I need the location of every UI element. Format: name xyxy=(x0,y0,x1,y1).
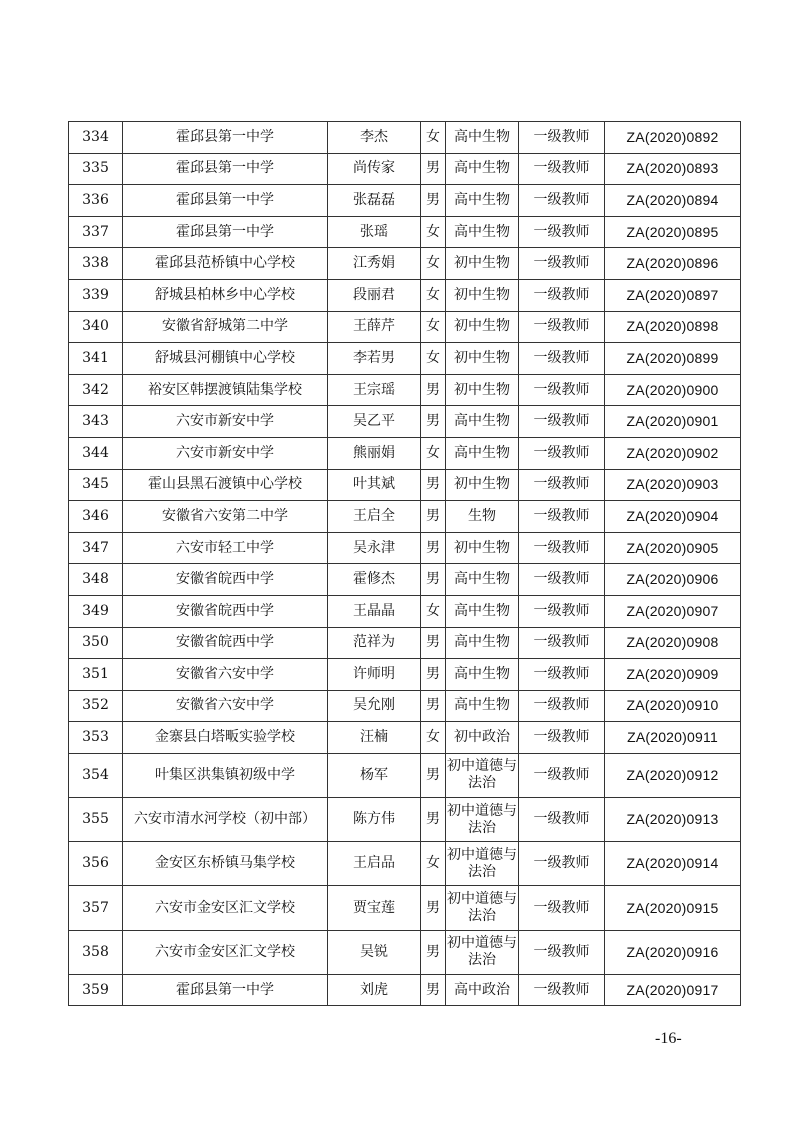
subject-cell: 初中道德与法治 xyxy=(446,886,519,930)
teacher-name-cell: 叶其斌 xyxy=(328,469,421,501)
subject-cell: 初中生物 xyxy=(446,311,519,343)
gender-cell: 男 xyxy=(421,564,446,596)
teacher-name-cell: 杨军 xyxy=(328,753,421,797)
row-number-cell: 353 xyxy=(69,722,123,754)
gender-cell: 男 xyxy=(421,406,446,438)
table-row xyxy=(69,690,741,722)
teacher-name-cell: 吴永津 xyxy=(328,532,421,564)
teacher-title-cell: 一级教师 xyxy=(519,798,605,842)
row-number-cell: 334 xyxy=(69,122,123,154)
subject-cell: 高中生物 xyxy=(446,406,519,438)
teacher-name-cell: 吴乙平 xyxy=(328,406,421,438)
certificate-code-cell: ZA(2020)0900 xyxy=(605,374,741,406)
subject-cell: 初中生物 xyxy=(446,374,519,406)
gender-cell: 男 xyxy=(421,798,446,842)
teacher-list-table xyxy=(68,121,741,1006)
row-number-cell: 352 xyxy=(69,690,123,722)
subject-cell: 初中生物 xyxy=(446,248,519,280)
table-row xyxy=(69,595,741,627)
school-cell: 霍邱县第一中学 xyxy=(123,122,328,154)
teacher-title-cell: 一级教师 xyxy=(519,343,605,375)
teacher-name-cell: 许师明 xyxy=(328,659,421,691)
teacher-title-cell: 一级教师 xyxy=(519,930,605,974)
teacher-name-cell: 张瑶 xyxy=(328,216,421,248)
table-row xyxy=(69,469,741,501)
school-cell: 霍邱县范桥镇中心学校 xyxy=(123,248,328,280)
school-cell: 霍邱县第一中学 xyxy=(123,974,328,1006)
gender-cell: 男 xyxy=(421,469,446,501)
table-row xyxy=(69,343,741,375)
certificate-code-cell: ZA(2020)0909 xyxy=(605,659,741,691)
teacher-name-cell: 张磊磊 xyxy=(328,185,421,217)
teacher-name-cell: 江秀娟 xyxy=(328,248,421,280)
gender-cell: 男 xyxy=(421,886,446,930)
teacher-name-cell: 王启品 xyxy=(328,842,421,886)
teacher-title-cell: 一级教师 xyxy=(519,216,605,248)
gender-cell: 女 xyxy=(421,722,446,754)
certificate-code-cell: ZA(2020)0911 xyxy=(605,722,741,754)
school-cell: 安徽省六安中学 xyxy=(123,690,328,722)
subject-cell: 初中道德与法治 xyxy=(446,753,519,797)
row-number-cell: 342 xyxy=(69,374,123,406)
gender-cell: 男 xyxy=(421,659,446,691)
teacher-title-cell: 一级教师 xyxy=(519,469,605,501)
certificate-code-cell: ZA(2020)0896 xyxy=(605,248,741,280)
school-cell: 金寨县白塔畈实验学校 xyxy=(123,722,328,754)
subject-cell: 高中生物 xyxy=(446,437,519,469)
table-row xyxy=(69,311,741,343)
row-number-cell: 346 xyxy=(69,501,123,533)
teacher-name-cell: 李杰 xyxy=(328,122,421,154)
teacher-title-cell: 一级教师 xyxy=(519,753,605,797)
school-cell: 六安市轻工中学 xyxy=(123,532,328,564)
teacher-name-cell: 刘虎 xyxy=(328,974,421,1006)
teacher-title-cell: 一级教师 xyxy=(519,659,605,691)
gender-cell: 男 xyxy=(421,690,446,722)
school-cell: 霍邱县第一中学 xyxy=(123,216,328,248)
row-number-cell: 337 xyxy=(69,216,123,248)
teacher-title-cell: 一级教师 xyxy=(519,974,605,1006)
teacher-title-cell: 一级教师 xyxy=(519,886,605,930)
table-row xyxy=(69,437,741,469)
gender-cell: 男 xyxy=(421,185,446,217)
row-number-cell: 336 xyxy=(69,185,123,217)
table-row xyxy=(69,122,741,154)
table-row xyxy=(69,153,741,185)
subject-cell: 初中生物 xyxy=(446,469,519,501)
subject-cell: 高中生物 xyxy=(446,595,519,627)
table-row xyxy=(69,886,741,930)
row-number-cell: 348 xyxy=(69,564,123,596)
table-row xyxy=(69,532,741,564)
table-row xyxy=(69,627,741,659)
table-row xyxy=(69,248,741,280)
table-row xyxy=(69,501,741,533)
school-cell: 安徽省皖西中学 xyxy=(123,595,328,627)
row-number-cell: 359 xyxy=(69,974,123,1006)
subject-cell: 初中政治 xyxy=(446,722,519,754)
gender-cell: 女 xyxy=(421,311,446,343)
school-cell: 霍山县黑石渡镇中心学校 xyxy=(123,469,328,501)
certificate-code-cell: ZA(2020)0910 xyxy=(605,690,741,722)
subject-cell: 初中生物 xyxy=(446,532,519,564)
row-number-cell: 357 xyxy=(69,886,123,930)
teacher-name-cell: 贾宝莲 xyxy=(328,886,421,930)
subject-cell: 高中生物 xyxy=(446,185,519,217)
table-row xyxy=(69,406,741,438)
teacher-title-cell: 一级教师 xyxy=(519,185,605,217)
certificate-code-cell: ZA(2020)0915 xyxy=(605,886,741,930)
certificate-code-cell: ZA(2020)0917 xyxy=(605,974,741,1006)
subject-cell: 初中生物 xyxy=(446,279,519,311)
table-row xyxy=(69,798,741,842)
table-row xyxy=(69,974,741,1006)
teacher-title-cell: 一级教师 xyxy=(519,279,605,311)
teacher-name-cell: 王薛芹 xyxy=(328,311,421,343)
teacher-name-cell: 熊丽娟 xyxy=(328,437,421,469)
teacher-name-cell: 段丽君 xyxy=(328,279,421,311)
teacher-name-cell: 吴锐 xyxy=(328,930,421,974)
gender-cell: 女 xyxy=(421,122,446,154)
table-row xyxy=(69,659,741,691)
subject-cell: 高中生物 xyxy=(446,659,519,691)
teacher-name-cell: 陈方伟 xyxy=(328,798,421,842)
row-number-cell: 338 xyxy=(69,248,123,280)
subject-cell: 高中生物 xyxy=(446,153,519,185)
teacher-name-cell: 李若男 xyxy=(328,343,421,375)
teacher-title-cell: 一级教师 xyxy=(519,722,605,754)
school-cell: 安徽省皖西中学 xyxy=(123,564,328,596)
school-cell: 安徽省六安中学 xyxy=(123,659,328,691)
teacher-title-cell: 一级教师 xyxy=(519,153,605,185)
school-cell: 叶集区洪集镇初级中学 xyxy=(123,753,328,797)
gender-cell: 男 xyxy=(421,374,446,406)
subject-cell: 高中生物 xyxy=(446,690,519,722)
subject-cell: 高中生物 xyxy=(446,122,519,154)
row-number-cell: 351 xyxy=(69,659,123,691)
table-row xyxy=(69,842,741,886)
school-cell: 六安市新安中学 xyxy=(123,406,328,438)
subject-cell: 初中生物 xyxy=(446,343,519,375)
gender-cell: 女 xyxy=(421,437,446,469)
certificate-code-cell: ZA(2020)0903 xyxy=(605,469,741,501)
certificate-code-cell: ZA(2020)0912 xyxy=(605,753,741,797)
row-number-cell: 340 xyxy=(69,311,123,343)
school-cell: 舒城县河棚镇中心学校 xyxy=(123,343,328,375)
certificate-code-cell: ZA(2020)0897 xyxy=(605,279,741,311)
teacher-title-cell: 一级教师 xyxy=(519,501,605,533)
certificate-code-cell: ZA(2020)0902 xyxy=(605,437,741,469)
row-number-cell: 355 xyxy=(69,798,123,842)
certificate-code-cell: ZA(2020)0901 xyxy=(605,406,741,438)
subject-cell: 高中生物 xyxy=(446,627,519,659)
gender-cell: 女 xyxy=(421,216,446,248)
certificate-code-cell: ZA(2020)0892 xyxy=(605,122,741,154)
gender-cell: 男 xyxy=(421,153,446,185)
teacher-title-cell: 一级教师 xyxy=(519,437,605,469)
teacher-title-cell: 一级教师 xyxy=(519,564,605,596)
school-cell: 六安市清水河学校（初中部） xyxy=(123,798,328,842)
gender-cell: 男 xyxy=(421,532,446,564)
gender-cell: 女 xyxy=(421,279,446,311)
gender-cell: 男 xyxy=(421,753,446,797)
table-row xyxy=(69,374,741,406)
subject-cell: 初中道德与法治 xyxy=(446,842,519,886)
school-cell: 霍邱县第一中学 xyxy=(123,185,328,217)
teacher-title-cell: 一级教师 xyxy=(519,595,605,627)
certificate-code-cell: ZA(2020)0907 xyxy=(605,595,741,627)
teacher-title-cell: 一级教师 xyxy=(519,122,605,154)
certificate-code-cell: ZA(2020)0898 xyxy=(605,311,741,343)
teacher-name-cell: 王晶晶 xyxy=(328,595,421,627)
row-number-cell: 347 xyxy=(69,532,123,564)
teacher-title-cell: 一级教师 xyxy=(519,311,605,343)
school-cell: 六安市金安区汇文学校 xyxy=(123,930,328,974)
teacher-title-cell: 一级教师 xyxy=(519,374,605,406)
school-cell: 六安市金安区汇文学校 xyxy=(123,886,328,930)
teacher-name-cell: 吴允刚 xyxy=(328,690,421,722)
school-cell: 裕安区韩摆渡镇陆集学校 xyxy=(123,374,328,406)
certificate-code-cell: ZA(2020)0904 xyxy=(605,501,741,533)
teacher-name-cell: 汪楠 xyxy=(328,722,421,754)
subject-cell: 高中生物 xyxy=(446,564,519,596)
table-row xyxy=(69,930,741,974)
teacher-name-cell: 尚传家 xyxy=(328,153,421,185)
school-cell: 安徽省皖西中学 xyxy=(123,627,328,659)
certificate-code-cell: ZA(2020)0899 xyxy=(605,343,741,375)
table-row xyxy=(69,564,741,596)
table-row xyxy=(69,216,741,248)
school-cell: 金安区东桥镇马集学校 xyxy=(123,842,328,886)
gender-cell: 男 xyxy=(421,974,446,1006)
row-number-cell: 350 xyxy=(69,627,123,659)
school-cell: 霍邱县第一中学 xyxy=(123,153,328,185)
gender-cell: 女 xyxy=(421,248,446,280)
school-cell: 六安市新安中学 xyxy=(123,437,328,469)
row-number-cell: 354 xyxy=(69,753,123,797)
gender-cell: 女 xyxy=(421,595,446,627)
row-number-cell: 343 xyxy=(69,406,123,438)
teacher-title-cell: 一级教师 xyxy=(519,248,605,280)
gender-cell: 男 xyxy=(421,627,446,659)
subject-cell: 生物 xyxy=(446,501,519,533)
gender-cell: 男 xyxy=(421,930,446,974)
table-row xyxy=(69,753,741,797)
certificate-code-cell: ZA(2020)0914 xyxy=(605,842,741,886)
certificate-code-cell: ZA(2020)0895 xyxy=(605,216,741,248)
row-number-cell: 344 xyxy=(69,437,123,469)
subject-cell: 高中政治 xyxy=(446,974,519,1006)
subject-cell: 初中道德与法治 xyxy=(446,798,519,842)
certificate-code-cell: ZA(2020)0893 xyxy=(605,153,741,185)
teacher-name-cell: 范祥为 xyxy=(328,627,421,659)
teacher-title-cell: 一级教师 xyxy=(519,627,605,659)
school-cell: 安徽省六安第二中学 xyxy=(123,501,328,533)
school-cell: 舒城县柏林乡中心学校 xyxy=(123,279,328,311)
row-number-cell: 356 xyxy=(69,842,123,886)
row-number-cell: 349 xyxy=(69,595,123,627)
table-row xyxy=(69,185,741,217)
row-number-cell: 341 xyxy=(69,343,123,375)
certificate-code-cell: ZA(2020)0906 xyxy=(605,564,741,596)
teacher-name-cell: 王宗瑶 xyxy=(328,374,421,406)
school-cell: 安徽省舒城第二中学 xyxy=(123,311,328,343)
certificate-code-cell: ZA(2020)0913 xyxy=(605,798,741,842)
table-row xyxy=(69,279,741,311)
gender-cell: 女 xyxy=(421,343,446,375)
teacher-title-cell: 一级教师 xyxy=(519,406,605,438)
table-row xyxy=(69,722,741,754)
gender-cell: 男 xyxy=(421,501,446,533)
row-number-cell: 335 xyxy=(69,153,123,185)
subject-cell: 高中生物 xyxy=(446,216,519,248)
teacher-title-cell: 一级教师 xyxy=(519,532,605,564)
gender-cell: 女 xyxy=(421,842,446,886)
teacher-title-cell: 一级教师 xyxy=(519,690,605,722)
table-body xyxy=(69,122,741,1006)
row-number-cell: 345 xyxy=(69,469,123,501)
teacher-title-cell: 一级教师 xyxy=(519,842,605,886)
teacher-name-cell: 霍修杰 xyxy=(328,564,421,596)
certificate-code-cell: ZA(2020)0905 xyxy=(605,532,741,564)
subject-cell: 初中道德与法治 xyxy=(446,930,519,974)
page-number: -16- xyxy=(655,1030,682,1047)
teacher-name-cell: 王启全 xyxy=(328,501,421,533)
certificate-code-cell: ZA(2020)0916 xyxy=(605,930,741,974)
row-number-cell: 358 xyxy=(69,930,123,974)
certificate-code-cell: ZA(2020)0908 xyxy=(605,627,741,659)
row-number-cell: 339 xyxy=(69,279,123,311)
certificate-code-cell: ZA(2020)0894 xyxy=(605,185,741,217)
